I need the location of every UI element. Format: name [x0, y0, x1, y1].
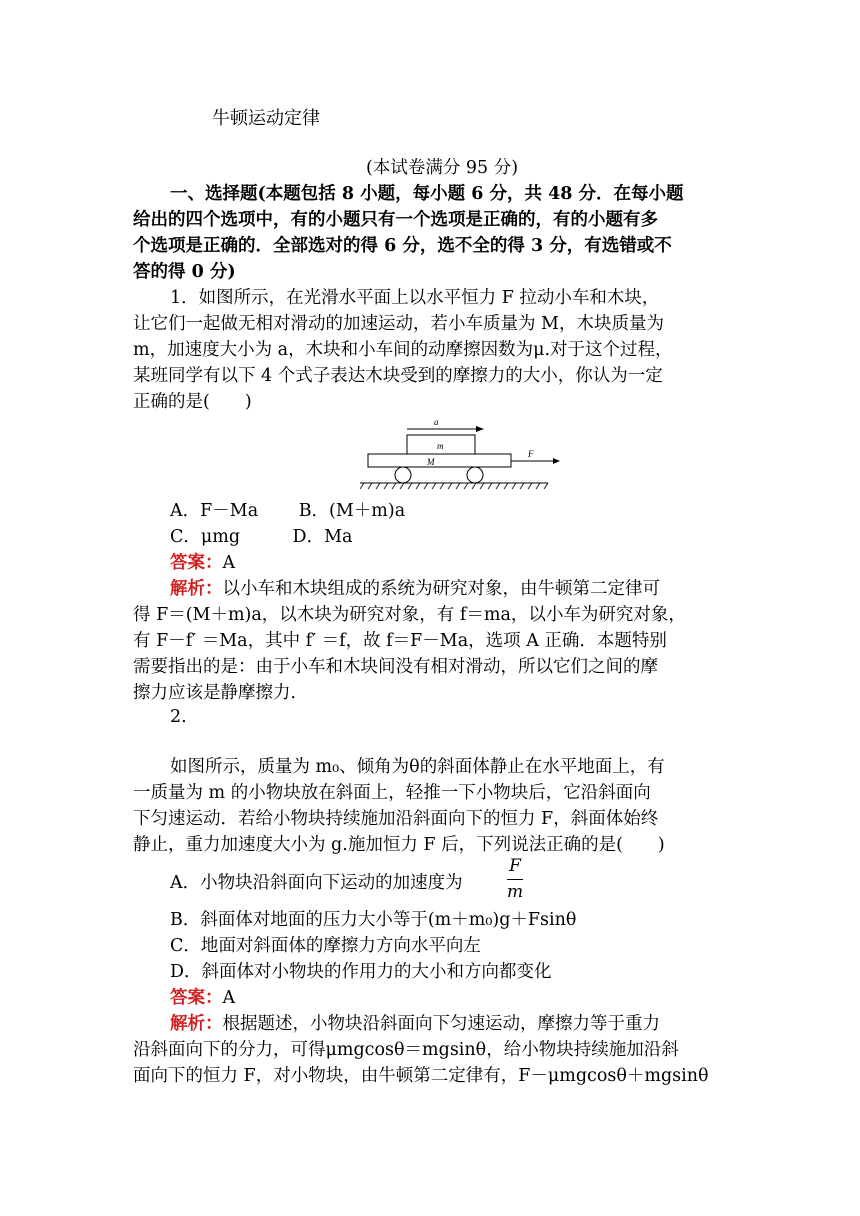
page-title: 牛顿运动定律	[212, 108, 320, 129]
score-note: (本试卷满分 95 分)	[366, 158, 519, 178]
wheel-right	[467, 467, 483, 483]
question-2-option-a: A．小物块沿斜面向下运动的加速度为	[170, 873, 463, 893]
question-2-number: 2.	[170, 707, 187, 727]
question-1-answer: 答案：A	[170, 553, 236, 573]
label-M: M	[427, 457, 435, 467]
question-2-answer: 答案：A	[170, 988, 236, 1008]
question-2-option-c: C．地面对斜面体的摩擦力方向水平向左	[170, 936, 481, 956]
label-m: m	[437, 441, 444, 451]
label-F: F	[528, 449, 534, 459]
cart-M	[368, 454, 511, 467]
question-2-option-d: D．斜面体对小物块的作用力的大小和方向都变化	[170, 962, 552, 982]
label-a: a	[434, 417, 439, 427]
cart-block-figure	[360, 414, 560, 492]
question-2-option-b: B．斜面体对地面的压力大小等于(m＋m₀)g＋Fsinθ	[170, 910, 577, 930]
wheel-left	[395, 467, 411, 483]
ground-hatching	[360, 483, 548, 489]
